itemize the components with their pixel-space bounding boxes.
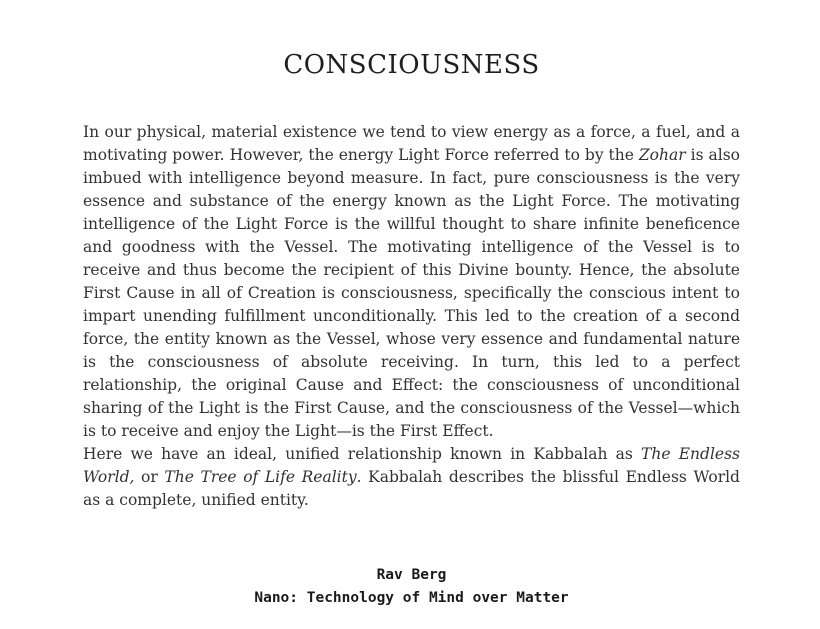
text-segment: . Kabbalah describes the blissful Endless World as a complete, unified entity. [83,468,740,510]
page-title: CONSCIOUSNESS [283,50,540,80]
italic-text-segment: Zohar [638,146,686,165]
text-segment: is also imbued with intelligence beyond measure. In fact, pure consciousness is the very essence and substance of the energy known as the Light Force. The motivating intelligence of the Light Force is the willful thought to share infinite beneficence and goodness with the Vessel. The motivating intelligence of the Vessel is to receive and thus become the recipient of this Divine bounty. Hence, the absolute First Cause in all of Creation is consciousness, specifically the conscious intent to impart unending fulfillment unconditionally. This led to the creation of a second force, the entity known as the Vessel, whose very essence and fundamental nature is the consciousness of absolute receiving. In turn, this led to a perfect relationship, the original Cause and Effect: the consciousness of unconditional sharing of the Light is the First Cause, and the consciousness of the Vessel—which is to receive and enjoy the Light—is the First Effect. [83,146,740,441]
text-segment: In our physical, material existence we tend to view energy as a force, a fuel, and a motivating power. However, the energy Light Force referred to by the [83,123,740,165]
paragraph [83,121,740,443]
body-text [83,121,740,512]
paragraph [83,443,740,512]
italic-text-segment: The Endless World, [83,445,740,487]
text-segment: Here we have an ideal, unified relationship known in Kabbalah as [83,445,642,464]
attribution-source: Nano: Technology of Mind over Matter [254,590,569,607]
text-segment: or [134,468,165,487]
attribution-block [83,564,740,610]
italic-text-segment: The Tree of Life Reality [164,468,357,487]
attribution-author: Rav Berg [376,567,447,584]
